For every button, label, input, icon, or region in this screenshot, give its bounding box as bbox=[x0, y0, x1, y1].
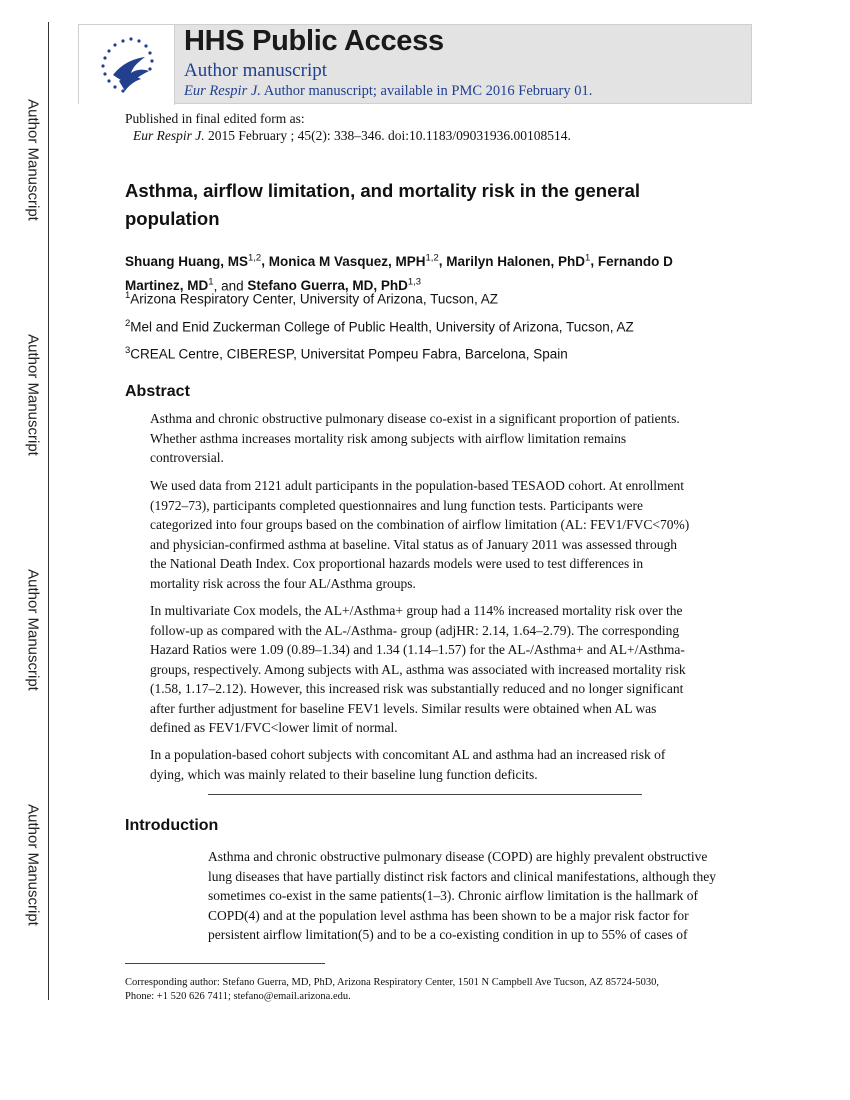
abstract-paragraph: In multivariate Cox models, the AL+/Asthma+ group had a 114% increased mortality risk over the follow-up as compared with the AL-/Asthma- group (adjHR: 2.14, 1.64–2.79). The corresponding Hazard Ratios were 1.09 (0.89–1.34) and 1.34 (1.14–1.57) for the AL-/Asthma+ and AL+/Asthma- groups, respectively. Among subjects with AL, asthma was associated with increased mortality risk (1.58, 1.17–2.12). However, this increased risk was substantially reduced and no longer significant after further adjustment for baseline FEV1 levels. Similar results were obtained when AL was defined as FEV1/FVC<lower limit of normal. bbox=[150, 603, 686, 735]
author: Stefano Guerra, MD, PhD$^{1,3}$ bbox=[247, 276, 422, 293]
section-divider bbox=[208, 794, 642, 795]
abstract-paragraph: In a population-based cohort subjects with concomitant AL and asthma had an increased risk of dying, which was mainly related to their baseline lung function deficits. bbox=[150, 747, 666, 782]
side-label-author-manuscript: Author Manuscript bbox=[24, 334, 42, 456]
side-label-author-manuscript: Author Manuscript bbox=[24, 569, 42, 691]
corresponding-author-footnote: Corresponding author: Stefano Guerra, MD, PhD, Arizona Respiratory Center, 1501 N Campbell Ave Tucson, AZ 85724-5030, Phone: +1 520 626 7411; stefano@email.arizona.edu. bbox=[125, 977, 659, 1002]
banner-availability: Eur Respir J. Author manuscript; available in PMC 2016 February 01. bbox=[184, 83, 593, 99]
hhs-banner bbox=[78, 24, 752, 104]
introduction-heading: Introduction bbox=[125, 817, 219, 834]
hhs-eagle-logo-icon bbox=[79, 25, 175, 105]
article-title: Asthma, airflow limitation, and mortality risk in the general population bbox=[125, 180, 641, 229]
citation: Eur Respir J. 2015 February ; 45(2): 338–346. doi:10.1183/09031936.00108514. bbox=[133, 128, 571, 143]
author: Fernando D Martinez, $MD^1$ bbox=[125, 253, 673, 293]
published-label: Published in final edited form as: bbox=[125, 111, 305, 126]
abstract-paragraph: We used data from 2121 adult participants in the population-based TESAOD cohort. At enrollment (1972–73), participants completed questionnaires and lung function tests. Participants were categorized into four groups based on the combination of airflow limitation (AL: FEV1/FVC<70%) and physician-confirmed asthma at baseline. Vital status as of January 2011 was assessed through the National Death Index. Cox proportional hazards models were used to test differences in mortality risk across the four AL/Asthma groups. bbox=[150, 478, 690, 591]
affiliation: $^2$Mel and Enid Zuckerman College of Public Health, University of Arizona, Tucson, AZ bbox=[125, 318, 634, 335]
affiliation: $^1$Arizona Respiratory Center, University of Arizona, Tucson, AZ bbox=[125, 290, 498, 307]
introduction-paragraph: Asthma and chronic obstructive pulmonary disease (COPD) are highly prevalent obstructive lung diseases that have partially distinct risk factors and clinical manifestations, although they sometimes co-exist in the same patients(1–3). Chronic airflow limitation is the hallmark of COPD(4) and at the population level asthma has been shown to be a major risk factor for persistent airflow limitation(5) and to be a co-existing condition in up to 55% of cases of bbox=[208, 849, 716, 942]
affiliation: $^3$CREAL Centre, CIBERESP, Universitat Pompeu Fabra, Barcelona, Spain bbox=[125, 345, 568, 362]
footnote-divider bbox=[125, 963, 325, 964]
author-list: Shuang Huang, MS$^{1,2}$, Monica M Vasquez, MPH$^{1,2}$, Marilyn Halonen, PhD$^1$, Fernando D Martinez, $MD^1$, and Stefano Guerra, MD, PhD$^{1,3}$ bbox=[125, 252, 673, 293]
banner-subtitle: Author manuscript bbox=[184, 60, 328, 81]
abstract-paragraph: Asthma and chronic obstructive pulmonary disease co-exist in a significant proportion of patients. Whether asthma increases mortality risk among subjects with airflow limitation remains controversial. bbox=[150, 411, 680, 465]
author: Shuang Huang, MS$^{1,2}$ bbox=[125, 252, 262, 269]
banner-title: HHS Public Access bbox=[184, 25, 444, 57]
side-label-author-manuscript: Author Manuscript bbox=[24, 99, 42, 221]
author: Monica M Vasquez, MPH$^{1,2}$ bbox=[268, 252, 439, 269]
author: Marilyn Halonen, PhD$^1$ bbox=[446, 252, 591, 269]
publication-info bbox=[125, 110, 571, 144]
abstract-heading: Abstract bbox=[125, 383, 190, 400]
side-label-author-manuscript: Author Manuscript bbox=[24, 804, 42, 926]
margin-rule bbox=[48, 22, 49, 1000]
